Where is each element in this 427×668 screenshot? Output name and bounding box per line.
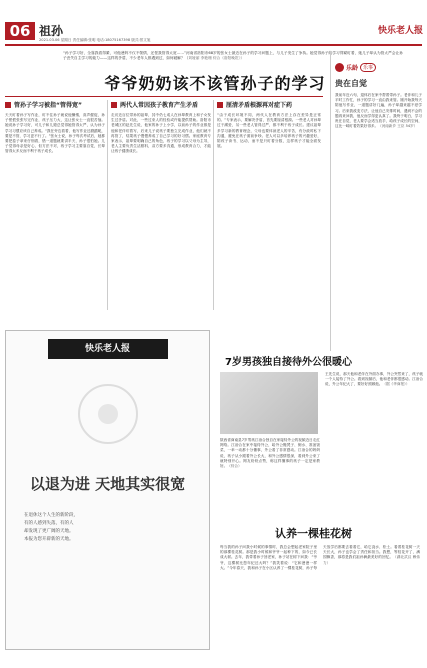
tree-body bbox=[220, 545, 420, 571]
column-rule bbox=[5, 96, 323, 97]
essay-heading: 贵在自觉 bbox=[335, 79, 367, 88]
essay-brand bbox=[335, 63, 422, 72]
header-meta: 2021.03.06 星期日 责任编辑:张明 电话:18075167398 版式:蔡文旭 bbox=[39, 38, 151, 42]
column-2-heading-bar bbox=[111, 100, 211, 109]
square-bullet-icon bbox=[217, 102, 223, 108]
story-body-text: 陕西省商南县7岁男孩江治合独自在家接待外公的视频近日走红网络。江治合在家中接待外公，给外公搬凳子、倒水、准备饭菜，一举一动都十分懂事，外公看了非常感动。江治合的妈妈说，孩子从小跟着外公长大，和外公感情很深，看到外公来了就特别开心。网友纷纷点赞，称这样懂事的孩子一定是家教好。 bbox=[220, 438, 320, 469]
column-3 bbox=[217, 100, 321, 327]
section-title: 祖孙 bbox=[39, 24, 64, 38]
ad-line: 在退休这个人生的新阶段， bbox=[24, 513, 78, 518]
story-photo bbox=[220, 372, 318, 434]
ad-slogan: 以退为进 天地其实很宽 bbox=[29, 475, 186, 493]
square-bullet-icon bbox=[5, 102, 11, 108]
column-3-heading: 厘清矛盾根源再对症下药 bbox=[226, 102, 293, 109]
lead-title: 爷爷奶奶该不该管孙子的学习 bbox=[104, 74, 326, 93]
side-story-block bbox=[325, 372, 423, 512]
story-title: 7岁男孩独自接待外公很暖心 bbox=[225, 357, 352, 368]
column-2-body: 走访近百位带孙的祖辈，其中仍七成人在孙辈教育上和子女发生过矛盾。对此，一些过来人的经验或许能提供帮助。洛阳市老城区的赵先生说，他家的孙子上小学，以前孙子的作业都是他和老伴盯着写，后来儿子说孩子要独立完成作业，他们就不再管了，结果孩子慢慢养成了自己学习的好习惯。家庭教育专家表示，祖辈要明确自己的角色，孩子的学习以父母为主导，老人主要负责生活照料，双方要多沟通，形成教育合力，才能让孩子健康成长。 bbox=[111, 113, 211, 154]
column-2-heading: 两代人常因孩子教育产生矛盾 bbox=[120, 102, 199, 109]
page-number-badge: 06 bbox=[5, 22, 35, 40]
story-body bbox=[220, 438, 320, 518]
flower-icon bbox=[335, 63, 344, 72]
tree-body-text: 每当我的孙子问我小时候的事情时，我总会想起老家院子里的那棵桂花树。那是我小时候和爷爷一起种下的，如今已长成大树。去年，我带着孙子回老家，孙子站在树下问我：“爷爷，这棵树比您年纪还大吗？”我笑着说：“它和爸爸一样大。”今年春天，我和孙子在小区认养了一棵桂花树，孙子每天放学后都要去看看它，给它浇水、松土。看着桂花树一天天长大，孙子也学会了责任和担当。我想，等桂花开了，满园飘香，那将是我们祖孙俩最美好的回忆。 bbox=[220, 545, 420, 570]
tree-title: 认养一棵桂花树 bbox=[275, 527, 352, 540]
tree-block bbox=[220, 545, 420, 661]
masthead-logo: 快乐老人报 bbox=[377, 26, 423, 36]
ad-line: 却发现了更广阔的天地。 bbox=[24, 529, 74, 534]
essay-byline: （河南新乡 王臣 54岁） bbox=[378, 124, 418, 129]
essay-brand-name: 乐龄 bbox=[346, 65, 359, 72]
story-block bbox=[220, 372, 320, 518]
column-1 bbox=[5, 100, 105, 327]
side-story-byline: （据《华商报》） bbox=[382, 382, 410, 387]
ad-line: 有的人感到失落，有的人 bbox=[24, 521, 74, 526]
ad-logo-bar: 快乐老人报 bbox=[48, 339, 168, 359]
essay-body bbox=[335, 93, 422, 313]
side-story-body bbox=[325, 372, 423, 512]
side-story-body-text: 王先生说，那天他和老伴在外面办事，外公突然来了，孩子就一个人接待了外公。看到视频后，他和老伴都很感动。江治合说，外公年纪大了，要好好照顾他。 bbox=[325, 372, 423, 387]
column-1-heading: 管孙子学习被指“管得宽” bbox=[14, 102, 82, 109]
ad-block bbox=[5, 330, 210, 650]
column-divider-2 bbox=[213, 100, 214, 310]
essay-body-text: 我前年近六旬，退休后在家中帮着带孙子。老伴和儿子平时工作忙，孙子的学习一直由我来管。刚开始我每天陪他写作业，一道题讲好几遍，孙子却越来越不爱学习。后来我改变方法，让他自己安排时间，遇到不会的题再来问我，他反而学得更认真了。我终于明白，学习贵在自觉，老人要学会适当放手，给孩子成长的空间，这比一味盯着效果好得多。 bbox=[335, 93, 422, 129]
square-bullet-icon bbox=[111, 102, 117, 108]
ad-lines bbox=[24, 512, 191, 544]
ad-decor-circle bbox=[78, 384, 138, 444]
column-3-heading-bar bbox=[217, 100, 321, 109]
header-rule bbox=[5, 44, 422, 46]
column-2 bbox=[111, 100, 211, 327]
essay-column bbox=[330, 51, 422, 351]
story-byline: （综合） bbox=[227, 464, 242, 469]
column-1-body: 天天盯着孙子写作业，盯不住孙子就说他懒惰，高声催促，孙子慌慌张张写完作业，孩子压力大，这让张女士一直很苦恼。她说孙子学习好，可儿子和儿媳总觉得她管得太严，认为孙子学习习惯应该自己养成。“我在旁边看着，他写作业还磨蹭呢，要是不管，学习更不行了。”张女士说，孙子每次考试后，她都要把卷子拿来仔细看，错一道题就要讲半天，孙子很怕她。儿子觉得母亲是好心，但方法不对，孩子学习主要靠自觉，长辈管得太多反而不利于孩子成长。 bbox=[5, 113, 105, 154]
ad-line: 本报为您开辟新的天地。 bbox=[24, 537, 74, 542]
ad-decor-inner bbox=[98, 404, 118, 424]
lead-source: 刘娅丽 李艳珊 综合《洛阳晚报》） bbox=[188, 56, 245, 61]
lead-quote-text: “孙子学习好，全靠我看得紧，可他爸妈不仅不领情，还怪我管得太宽……”河南省洛阳市68岁的张女士最近在孙子的学习问题上，与儿子发生了争执。她觉得孙子的学习得紧盯着，她儿子却认为管太严会让孙子丧失自主学习的能力——这样的矛盾，不少老年人都遇到过，如何破解？（ bbox=[63, 51, 403, 61]
essay-brand-suffix: 乐事 bbox=[360, 63, 376, 72]
column-1-heading-bar bbox=[5, 100, 105, 109]
column-divider-1 bbox=[107, 100, 108, 310]
column-3-body: “由于成长环境不同，两代人在教育方法上存在差异是正常的。”专家表示，要解决矛盾，首先要厘清根源。一些老人对孙辈过于溺爱，另一些老人管得过严，都不利于孩子成长。建议祖辈多学习新的教育理念，父母也要体谅老人的辛苦，有分歧时私下沟通，避免在孩子面前争吵。老人可以多培养孩子的兴趣爱好，陪孩子读书、运动，而不是只盯着分数，这样孩子才能全面发展。 bbox=[217, 113, 321, 149]
tree-byline: （湖北武汉 赖伟力） bbox=[323, 555, 420, 565]
